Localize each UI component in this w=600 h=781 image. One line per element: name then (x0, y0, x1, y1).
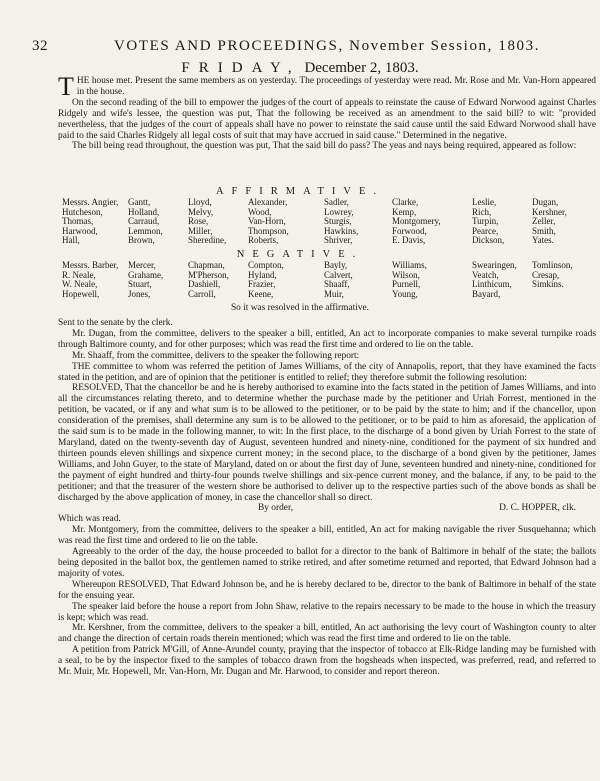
signature-line (58, 503, 596, 514)
name-column (248, 261, 284, 299)
day-date: December 2, 1803. (304, 60, 419, 76)
negative-heading: NEGATIVE. (236, 249, 364, 260)
member-name: Bayly, (324, 260, 348, 270)
member-name: Bayard, (472, 288, 501, 299)
member-name: R. Neale, (62, 269, 96, 280)
member-name: Muir, (324, 288, 344, 299)
day-heading (0, 60, 600, 77)
member-name: Hyland, (248, 269, 277, 280)
paragraph: The bill being read throughout, the question was put, That the said bill do pass? The yeas and nays being required, appeared as follow: (72, 141, 577, 152)
opening-section (58, 72, 596, 152)
member-name: Alexander, (248, 197, 288, 207)
member-name: Leslie, (472, 197, 497, 207)
member-name: Yates. (532, 235, 554, 246)
affirmative-names (62, 198, 592, 248)
member-name: Dickson, (472, 235, 505, 246)
member-name: Hawkins, (324, 225, 359, 236)
member-name: Lemmon, (128, 225, 163, 236)
member-name: Young, (392, 288, 418, 299)
affirmative-heading: AFFIRMATIVE. (215, 186, 385, 197)
name-column (532, 198, 567, 246)
member-name: Thompson, (248, 225, 289, 236)
member-name: Gantt, (128, 197, 151, 207)
member-name: Pearce, (472, 225, 499, 236)
member-name: Hutcheson, (62, 206, 103, 217)
member-name: Mercer, (128, 260, 156, 270)
member-name: Shaaff, (324, 279, 350, 290)
paragraph: Mr. Dugan, from the committee, delivers to the speaker a bill, entitled, An act to incorporate companies to make several turnpike roads through Baltimore county, and for other purposes; which was read the first time and ordered to lie on the table. (58, 328, 596, 350)
paragraph: Mr. Shaaff, from the committee, delivers to the speaker the following report: (72, 350, 360, 361)
paragraph: Mr. Montgomery, from the committee, delivers to the speaker a bill, entitled, An act for making navigable the river Susquehanna; which was read the first time and ordered to lie on the table. (58, 525, 596, 547)
page-number: 32 (32, 38, 48, 54)
resolution-paragraph: RESOLVED, That the chancellor be and he is hereby authorised to examine into the facts stated in the petition of James Williams, and into all the circumstances relating thereto, and to determine whether the purchase made by the petitioner and Uriah Forrest, mentioned in the petition, be vacated, or if any and what sum is to be allowed to the petitioner, or to be paid by the state to him; and if the chancellor, upon consideration of the premises, shall determine any sum is to be allowed to the petitioner, or to be paid to him as aforesaid, the application of the said sum is to be made in the following manner, to wit: In the first place, to the discharge of a bond given by Uriah Forrest to the state of Maryland, dated on the twenty-seventh day of August, seventeen hundred and ninety-nine, conditioned for the payment of six hundred and thirteen pounds eleven shillings and sixpence current money; in the second place, to the discharge of a bond given by the petitioner, James Williams, and John Guyer, to the state of Maryland, dated on or about the first day of June, seventeen hundred and ninety-nine, conditioned for the payment of eight hundred and thirty-four pounds twelve shillings and six-pence current money, and the balance, if any, to be paid to the petitioner; and that the treasurer of the western shore be authorised to deliver up to the respective parties such of the above bonds as shall be discharged by the above application of money, in case the chancellor shall so direct. (58, 383, 596, 503)
vote-result: So it was resolved in the affirmative. (230, 303, 370, 313)
name-column (62, 198, 118, 246)
running-title: VOTES AND PROCEEDINGS, November Session, 1803. (114, 38, 541, 54)
member-name: Brown, (128, 235, 155, 246)
member-name: Kershner, (532, 206, 567, 217)
member-name: Zeller, (532, 216, 556, 227)
clerk-signature: D. C. HOPPER, clk. (499, 503, 576, 514)
name-column (472, 198, 504, 246)
member-name: Sturgis, (324, 216, 352, 227)
member-name: Kemp, (392, 206, 417, 217)
member-name: Tomlinson, (532, 260, 573, 270)
member-name: Harwood, (62, 225, 98, 236)
member-name: Cresap, (532, 269, 560, 280)
member-name: Stuart, (128, 279, 152, 290)
name-column (62, 261, 118, 299)
member-name: Swearingen, (472, 260, 517, 270)
member-name: Clarke, (392, 197, 419, 207)
negative-names (62, 261, 592, 301)
member-name: Sadler, (324, 197, 349, 207)
by-order: By order, (258, 503, 294, 514)
member-name: Rose, (188, 216, 209, 227)
member-name: Jones, (128, 288, 151, 299)
member-name: M'Pherson, (188, 269, 229, 280)
member-name: Shriver, (324, 235, 353, 246)
paragraph: Whereupon RESOLVED, That Edward Johnson be, and he is hereby declared to be, director to the bank of Baltimore in behalf of the state for the ensuing year. (58, 579, 596, 601)
opening-paragraph: THE house met. Present the same members as on yesterday. The proceedings of yesterday were read. Mr. Rose and Mr. Van-Horn appeared in the house. (58, 72, 596, 101)
member-name: Van-Horn, (248, 216, 286, 227)
paragraph: Which was read. (58, 514, 121, 525)
member-name: Melvy, (188, 206, 214, 217)
member-name: W. Neale, (62, 279, 98, 290)
member-name: Calvert, (324, 269, 353, 280)
member-name: Messrs. Angier, (62, 197, 119, 207)
member-name: Wood, (248, 206, 272, 217)
member-name: Hall, (62, 235, 80, 246)
member-name: Purnell, (392, 279, 421, 290)
member-name: Forwood, (392, 225, 427, 236)
member-name: Rich, (472, 206, 492, 217)
paragraph: A petition from Patrick M'Gill, of Anne-Arundel county, praying that the inspector of tobacco at Elk-Ridge landing may be furnished with a seal, to be by the inspector fixed to the samples of tobacco drawn from the hogsheads when inspected, was preferred, read, and referred to Mr. Muir, Mr. Hopewell, Mr. Van-Horn, Mr. Dugan and Mr. Harwood, to consider and report thereon. (58, 645, 596, 678)
member-name: Simkins. (532, 279, 564, 290)
drop-cap: T (58, 72, 74, 101)
member-name: Sheredine, (188, 235, 227, 246)
name-column (188, 198, 226, 246)
name-column (188, 261, 229, 299)
member-name: Holland, (128, 206, 160, 217)
member-name: Frazier, (248, 279, 276, 290)
name-column (248, 198, 289, 246)
member-name: Carraud, (128, 216, 160, 227)
member-name: Dashiell, (188, 279, 221, 290)
member-name: Messrs. Barber, (62, 260, 119, 270)
name-column (392, 198, 441, 246)
member-name: Miller, (188, 225, 213, 236)
member-name: E. Davis, (392, 235, 426, 246)
paragraph: On the second reading of the bill to empower the judges of the court of appeals to reinstate the cause of Edward Norwood against Charles Ridgely and wife's lessee, the question was put, That the following be received as an amendment to the said bill? to wit: "provided nevertheless, that the judges of the court of appeals shall have no power to reinstate the said cause until the said Edward Norwood shall have paid to the said Charles Ridgely all legal costs of suit that may have accrued in said cause." Determined in the negative. (58, 97, 596, 141)
member-name: Linthicum, (472, 279, 512, 290)
paragraph: Sent to the senate by the clerk. (58, 318, 173, 328)
member-name: Carroll, (188, 288, 216, 299)
member-name: Chapman, (188, 260, 225, 270)
name-column (128, 261, 163, 299)
name-column (324, 198, 358, 246)
member-name: Veatch, (472, 269, 499, 280)
member-name: Compton, (248, 260, 284, 270)
paragraph: THE committee to whom was referred the petition of James Williams, of the city of Annapolis, report, that they have examined the facts stated in the petition, and are of opinion that the petitioner is entitled to relief; they therefore submit the following resolution: (58, 361, 596, 383)
member-name: Wilson, (392, 269, 420, 280)
name-column (128, 198, 163, 246)
name-column (472, 261, 517, 299)
member-name: Montgomery, (392, 216, 441, 227)
member-name: Dugan, (532, 197, 559, 207)
member-name: Williams, (392, 260, 427, 270)
proceedings-body (58, 318, 596, 678)
member-name: Turpin, (472, 216, 499, 227)
member-name: Keene, (248, 288, 274, 299)
paragraph: The speaker laid before the house a report from John Shaw, relative to the repairs necessary to be made to the house in which the treasury is kept; which was read. (58, 601, 596, 623)
name-column (324, 261, 353, 299)
member-name: Thomas, (62, 216, 94, 227)
day-name: FRIDAY, (181, 60, 301, 76)
name-column (532, 261, 573, 290)
member-name: Lloyd, (188, 197, 212, 207)
member-name: Grahame, (128, 269, 164, 280)
paragraph: Mr. Kershner, from the committee, delivers to the speaker a bill, entitled, An act authorising the levy court of Washington county to alter and change the direction of certain roads therein mentioned; which was read the first time and ordered to lie on the table. (58, 623, 596, 645)
member-name: Roberts, (248, 235, 279, 246)
member-name: Lowrey, (324, 206, 354, 217)
member-name: Smith, (532, 225, 556, 236)
paragraph: Agreeably to the order of the day, the house proceeded to ballot for a director to the bank of Baltimore in behalf of the state; the ballots being deposited in the ballot box, the gentlemen named to strike retired, and after sometime returned and reported, that Edward Johnson had a majority of votes. (58, 547, 596, 579)
name-column (392, 261, 427, 299)
member-name: Hopewell, (62, 288, 100, 299)
